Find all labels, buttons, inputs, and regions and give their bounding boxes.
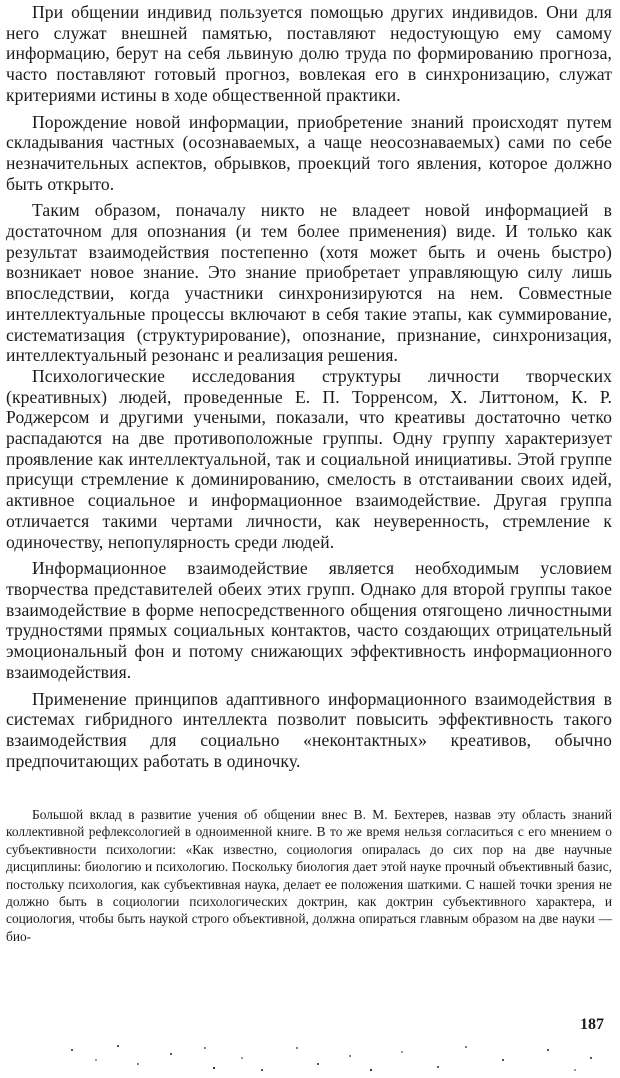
page-number: 187: [580, 1016, 604, 1033]
main-text: [6, 2, 612, 771]
paragraph-6: Применение принципов адаптивного информационного взаимодействия в системах гибридного интеллекта позволит повысить эффективность такого взаимодействия для социально «неконтактных» креативов, обычно предпочитающих работать в одиночку.: [6, 688, 612, 771]
footnote: [6, 806, 612, 945]
scan-specks: [0, 1040, 620, 1076]
paragraph-4: Психологические исследования структуры личности творческих (креативных) людей, проведенные Е. П. Торренсом, Х. Литтоном, К. Р. Роджерсом и другими учеными, показали, что креативы достаточно четко распадаются на две противоположные группы. Одну группу характеризует проявление как интеллектуальной, так и социальной инициативы. Этой группе присущи стремление к доминированию, смелость в отстаивании своих идей, активное социальное и информационное взаимодействие. Другая группа отличается такими чертами личности, как неуверенность, стремление к одиночеству, непопулярность среди людей.: [6, 365, 612, 552]
paragraph-3: Таким образом, поначалу никто не владеет новой информацией в достаточном для опознания (и тем более применения) виде. И только как результат взаимодействия постепенно (хотя может быть и очень быстро) возникает новое знание. Это знание приобретает управляющую силу лишь впоследствии, когда участники синхронизируются на нем. Совместные интеллектуальные процессы включают в себя такие этапы, как суммирование, систематизация (структурирование), опознание, признание, синхронизация, интеллектуальный резонанс и реализация решения.: [6, 200, 612, 366]
paragraph-2: Порождение новой информации, приобретение знаний происходят путем складывания частных (осознаваемых, а чаще неосознаваемых) сами по себе незначительных аспектов, обрывков, проекций того явления, которое должно быть открыто.: [6, 111, 612, 194]
paragraph-5: Информационное взаимодействие является необходимым условием творчества представителей обеих этих групп. Однако для второй группы такое взаимодействие в форме непосредственного общения отягощено личностными трудностями прямых социальных контактов, часто создающих отрицательный эмоциональный фон и потому снижающих эффективность информационного взаимодействия.: [6, 558, 612, 682]
footnote-text: Большой вклад в развитие учения об общении внес В. М. Бехтерев, назвав эту область знаний коллективной рефлексологией в одноименной книге. В то же время нельзя согласиться с его мнением о субъективности психологии: «Как известно, социология опиралась до сих пор на две научные дисциплины: биологию и психологию. Поскольку биология дает этой науке прочный объективный базис, постольку психология, как субъективная наука, делает ее положения шаткими. С нашей точки зрения не должно быть в социологии психологических доктрин, как доктрин субъективного характера, и социология, чтобы быть наукой строго объективной, должна опираться главным образом на две науки — био-: [6, 807, 612, 944]
paragraph-1: При общении индивид пользуется помощью других индивидов. Они для него служат внешней памятью, поставляют недостующую ему самому информацию, берут на себя львиную долю труда по формированию прогноза, часто поставляют готовый прогноз, вовлекая его в синхронизацию, служат критериями истины в ходе общественной практики.: [6, 2, 612, 105]
